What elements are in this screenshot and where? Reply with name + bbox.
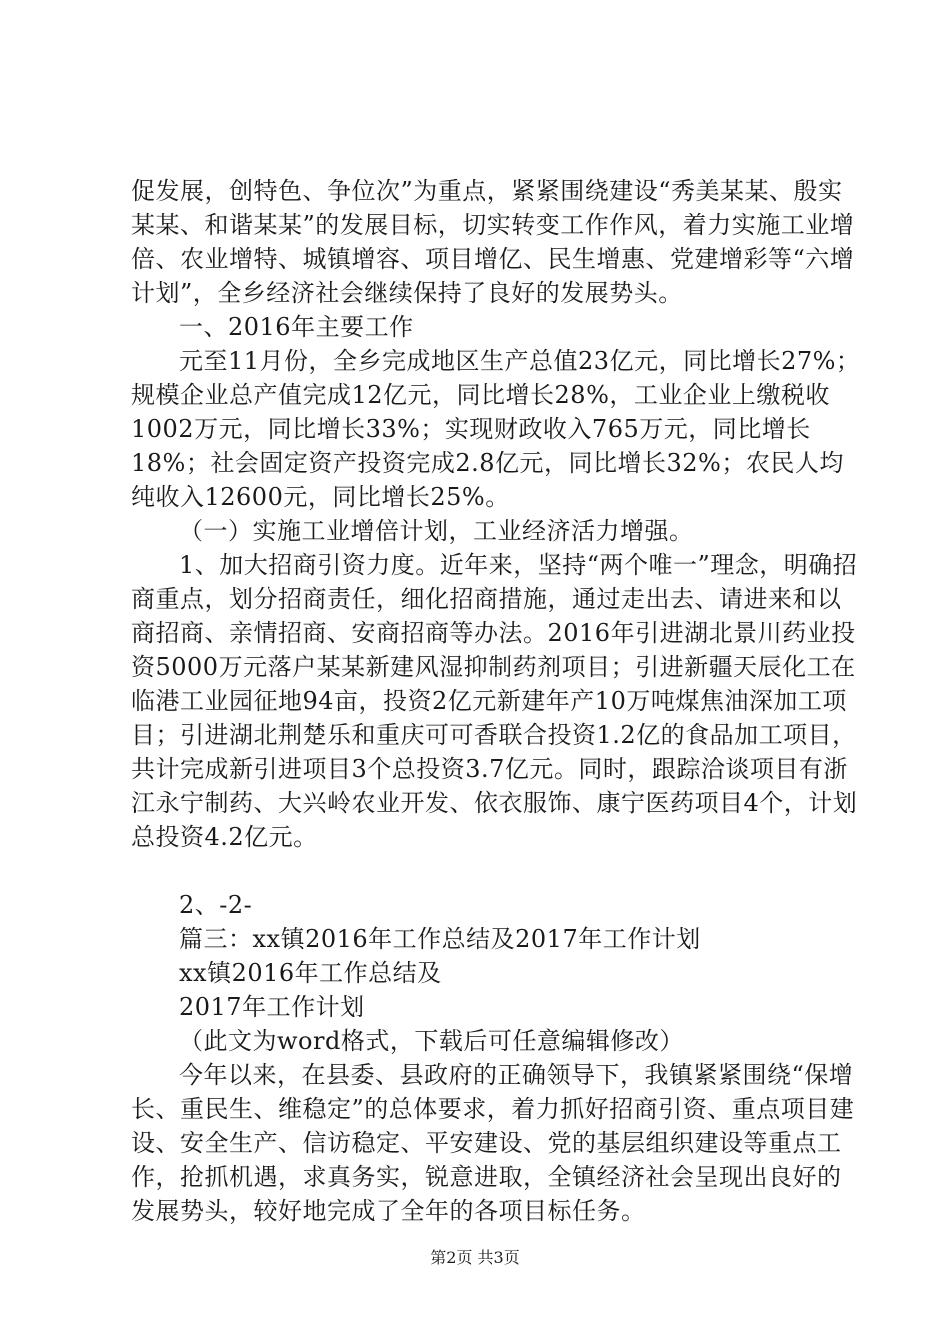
page-footer: 第2页 共3页 [430,1248,520,1267]
subsection-heading-industry: （一）实施工业增倍计划，工业经济活力增强。 [179,517,694,545]
format-note: （此文为word格式，下载后可任意编辑修改） [179,1027,684,1055]
article-title: 篇三：xx镇2016年工作总结及2017年工作计划 [179,925,701,953]
paragraph-economic-stats: 元至11月份，全乡完成地区生产总值23亿元，同比增长27%；规模企业总产值完成12亿元，同比增长28%，工业企业上缴税收1002万元，同比增长33%；实现财政收入765万元，同比增长18%；社会固定资产投资完成2.8亿元，同比增长32%；农民人均纯收入12600元，同比增长25%。 [131,347,861,511]
paragraph-page-marker: 2、-2- [179,891,253,919]
paragraph-intro: 促发展，创特色、争位次”为重点，紧紧围绕建设“秀美某某、殷实某某、和谐某某”的发展目标，切实转变工作作风，着力实施工业增倍、农业增特、城镇增容、项目增亿、民生增惠、党建增彩等“六增计划”，全乡经济社会继续保持了良好的发展势头。 [131,177,855,307]
paragraph-investment: 1、加大招商引资力度。近年来，坚持“两个唯一”理念，明确招商重点，划分招商责任，细化招商措施，通过走出去、请进来和以商招商、亲情招商、安商招商等办法。2016年引进湖北景川药业投资5000万元落户某某新建风湿抑制药剂项目；引进新疆天辰化工在临港工业园征地94亩，投资2亿元新建年产10万吨煤焦油深加工项目；引进湖北荆楚乐和重庆可可香联合投资1.2亿的食品加工项目，共计完成新引进项目3个总投资3.7亿元。同时，跟踪洽谈项目有浙江永宁制药、大兴岭农业开发、依衣服饰、康宁医药项目4个，计划总投资4.2亿元。 [131,551,858,851]
document-body [131,174,861,1228]
paragraph-summary: 今年以来，在县委、县政府的正确领导下，我镇紧紧围绕“保增长、重民生、维稳定”的总体要求，着力抓好招商引资、重点项目建设、安全生产、信访稳定、平安建设、党的基层组织建设等重点工作，抢抓机遇，求真务实，锐意进取，全镇经济社会呈现出良好的发展势头，较好地完成了全年的各项目标任务。 [131,1061,855,1225]
paragraph-gap [131,854,861,888]
article-subtitle-line2: 2017年工作计划 [179,993,365,1021]
article-subtitle-line1: xx镇2016年工作总结及 [179,959,442,987]
section-heading-main-work: 一、2016年主要工作 [179,313,414,341]
